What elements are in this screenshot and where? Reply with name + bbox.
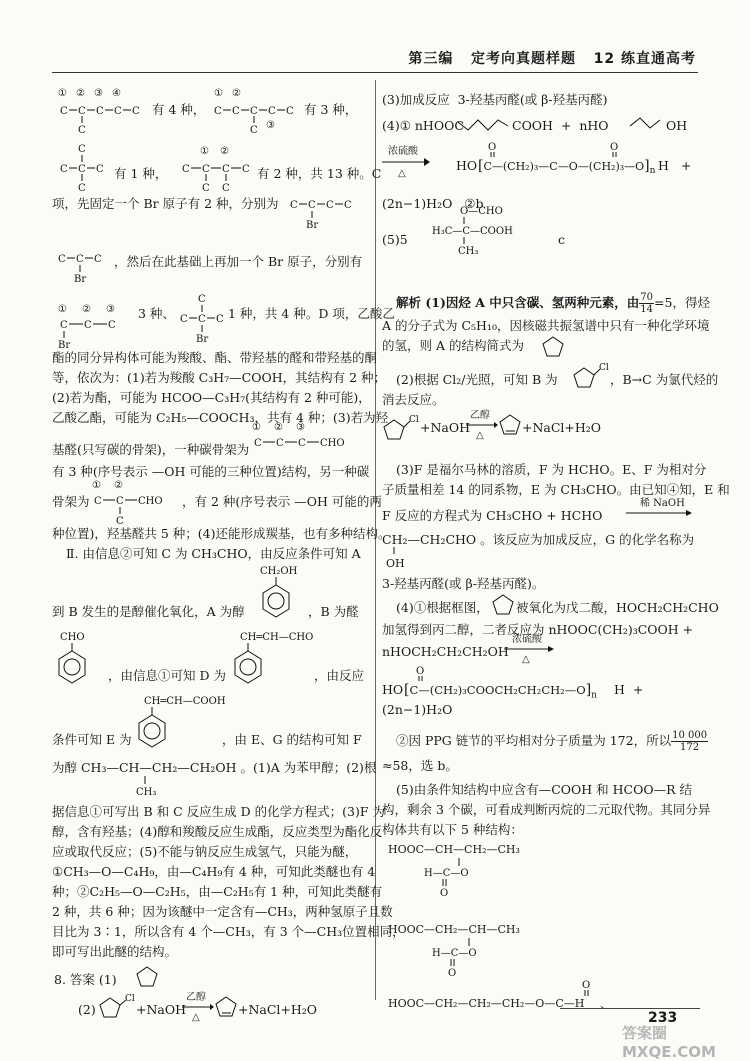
header-rule bbox=[52, 72, 698, 73]
text-span: =5，得烃 bbox=[654, 295, 710, 310]
text-line: 的氢，则 A 的结构简式为 bbox=[382, 338, 524, 353]
benzaldehyde-structure bbox=[56, 630, 106, 692]
svg-text:CHO: CHO bbox=[320, 438, 345, 449]
svg-text:O: O bbox=[448, 968, 457, 979]
condition-text: 乙醇 bbox=[470, 410, 490, 421]
polymer-repeat: C—(CH₂)₃COOCH₂CH₂CH₂—O bbox=[409, 683, 586, 697]
svg-text:①: ① bbox=[214, 88, 223, 99]
text-line: 构，剩余 3 个碳，可看成判断丙烷的二元取代物。其同分异 bbox=[382, 802, 711, 817]
svg-text:C: C bbox=[78, 125, 86, 136]
svg-text:O: O bbox=[416, 666, 425, 677]
text-line: H + bbox=[658, 158, 692, 173]
svg-text:Cl: Cl bbox=[125, 994, 135, 1004]
svg-text:C: C bbox=[84, 320, 92, 331]
svg-text:②: ② bbox=[114, 480, 123, 491]
cyclopentene-icon bbox=[214, 994, 240, 1020]
svg-text:C: C bbox=[78, 164, 86, 175]
text-line: (4)① nHOOC bbox=[382, 118, 464, 133]
text-line: ≈58，选 b。 bbox=[382, 758, 458, 773]
chlorocyclopentane-icon bbox=[382, 412, 422, 442]
text-line: (5)由条件知结构中应含有—COOH 和 HCOO—R 结 bbox=[396, 782, 692, 797]
zigzag-chain-2 bbox=[628, 112, 664, 136]
bromo-skeleton-2 bbox=[52, 248, 116, 292]
svg-text:C: C bbox=[250, 125, 258, 136]
svg-text:②: ② bbox=[274, 422, 283, 433]
svg-text:①: ① bbox=[58, 304, 67, 315]
aldehyde-skeleton-1 bbox=[252, 418, 364, 462]
svg-text:C: C bbox=[216, 314, 224, 325]
text-line: 酯的同分异构体可能为羧酸、酯、带羟基的醛和带羟基的酮 bbox=[52, 350, 378, 365]
skeleton-4-count: 有 2 种，共 13 种。C bbox=[257, 166, 382, 181]
svg-text:CH═CH—COOH: CH═CH—COOH bbox=[144, 696, 226, 707]
text-line: +NaOH bbox=[136, 1002, 187, 1017]
svg-text:C: C bbox=[202, 183, 210, 194]
text-line: 应或取代反应；(5)不能与钠反应生成氢气，只能为醚， bbox=[52, 844, 358, 859]
svg-text:②: ② bbox=[220, 146, 229, 157]
condition-text: △ bbox=[192, 1012, 200, 1023]
svg-text:C: C bbox=[116, 516, 124, 527]
svg-text:Cl: Cl bbox=[409, 415, 419, 425]
chlorocyclopentane-icon bbox=[572, 360, 612, 390]
svg-text:C: C bbox=[96, 106, 104, 117]
svg-text:C: C bbox=[276, 438, 284, 449]
zigzag-chain-1 bbox=[456, 112, 512, 136]
condition-text: △ bbox=[476, 430, 484, 441]
svg-text:C: C bbox=[182, 164, 190, 175]
text-line: (4)①根据框图， bbox=[396, 600, 489, 615]
svg-text:C: C bbox=[78, 183, 86, 194]
svg-text:C: C bbox=[60, 320, 68, 331]
svg-text:C: C bbox=[198, 294, 206, 305]
text-line: 项，先固定一个 Br 原子有 2 种，分别为 bbox=[52, 196, 279, 211]
bromo-skeleton-3 bbox=[56, 300, 142, 354]
text-line: ，由信息①可知 D 为 bbox=[108, 668, 226, 683]
analysis-text: 解析 (1)因烃 A 中只含碳、氢两种元素，由 bbox=[396, 295, 640, 310]
text-line: 等，依次为：(1)若为羧酸 C₃H₇—COOH，其结构有 2 种； bbox=[52, 370, 387, 385]
svg-text:Br: Br bbox=[196, 334, 209, 345]
fraction-den: 172 bbox=[680, 742, 700, 753]
condition-text: 浓硫酸 bbox=[512, 634, 542, 645]
carbon-skeleton-1 bbox=[52, 86, 152, 136]
text-line: 基醛(只写碳的骨架)，一种碳骨架为 bbox=[52, 442, 250, 457]
svg-text:C: C bbox=[60, 106, 68, 117]
carbon-skeleton-2 bbox=[210, 86, 316, 144]
text-line: 子质量相差 14 的同系物，E 为 CH₃CHO。由已知④知，E 和 bbox=[382, 482, 730, 497]
page-footer bbox=[560, 1000, 750, 1061]
ester-acid-structure bbox=[430, 204, 530, 268]
text-line: nHOCH₂CH₂CH₂OH bbox=[382, 644, 509, 659]
text-line: COOH + nHO bbox=[512, 118, 609, 133]
text-line: 种位置)，羟基醛共 5 种；(4)还能形成羰基，也有多种结构。 bbox=[52, 526, 391, 541]
svg-text:C: C bbox=[94, 496, 102, 507]
svg-text:H—C—O: H—C—O bbox=[432, 948, 477, 959]
svg-text:CHO: CHO bbox=[138, 496, 163, 507]
page-number: 233 bbox=[648, 1010, 678, 1026]
text-line: 乙酸乙酯，可能为 C₂H₅—COOCH₃，共有 4 种；(3)若为羟 bbox=[52, 410, 389, 425]
text-line: 到 B 发生的是醇催化氧化，A 为醇 bbox=[52, 604, 245, 619]
svg-text:Cl: Cl bbox=[599, 363, 609, 373]
cyclopentane-icon bbox=[134, 964, 160, 990]
text-line: 3-羟基丙醛(或 β-羟基丙醛)。 bbox=[382, 576, 545, 591]
page-header bbox=[0, 0, 750, 80]
formate-branch-2 bbox=[428, 936, 488, 996]
svg-text:C: C bbox=[308, 200, 316, 211]
svg-text:C: C bbox=[344, 200, 352, 211]
svg-text:O: O bbox=[610, 142, 619, 153]
polymer-repeat: C—(CH₂)₃—C—O—(CH₂)₃—O bbox=[483, 160, 645, 173]
bromo-skeleton-1 bbox=[288, 194, 364, 238]
text-line: 加氢得到丙二醇，二者反应为 nHOOC(CH₂)₃COOH + bbox=[382, 622, 694, 637]
text-line: 有 3 种(序号表示 —OH 可能的三种位置)结构，另一种碳 bbox=[52, 464, 370, 479]
svg-text:①: ① bbox=[252, 422, 261, 433]
text-line: ，B 为醛 bbox=[308, 604, 359, 619]
fraction-num: 10 000 bbox=[672, 730, 708, 741]
svg-text:C: C bbox=[202, 164, 210, 175]
svg-text:Br: Br bbox=[58, 340, 71, 351]
section-title: 第三编 定考向真题样题 12 练直通高考 bbox=[408, 51, 696, 67]
svg-text:①: ① bbox=[200, 146, 209, 157]
svg-text:C: C bbox=[326, 200, 334, 211]
svg-text:CH₂OH: CH₂OH bbox=[260, 566, 298, 577]
text-line: A 的分子式为 C₅H₁₀，因核磁共振氢谱中只有一种化学环境 bbox=[382, 318, 710, 333]
ppg-line bbox=[396, 730, 708, 753]
svg-text:C: C bbox=[58, 254, 66, 265]
svg-text:①: ① bbox=[92, 480, 101, 491]
svg-text:②: ② bbox=[76, 88, 85, 99]
svg-text:Br: Br bbox=[74, 274, 87, 285]
fraction-den: 14 bbox=[640, 304, 654, 315]
reaction-arrow bbox=[626, 510, 692, 516]
text-line: CH₂—CH₂CHO 。该反应为加成反应，G 的化学名称为 bbox=[382, 532, 695, 547]
text-line: 消去反应。 bbox=[382, 392, 445, 407]
skeleton-2-count: 有 3 种， bbox=[304, 102, 358, 117]
text-line: 、 bbox=[600, 996, 613, 1011]
svg-text:CHO: CHO bbox=[60, 632, 85, 643]
text-line: 1 种，共 4 种。D 项，乙酸乙 bbox=[228, 306, 395, 321]
text-line: (2)根据 Cl₂/光照，可知 B 为 bbox=[396, 372, 558, 387]
text-line: ①CH₃—O—C₄H₉，由—C₄H₉有 4 种，可知此类醚也有 4 bbox=[52, 864, 376, 879]
isomer-1: HOOC—CH—CH₂—CH₃ bbox=[388, 843, 520, 856]
isomer-2: HOOC—CH₂—CH—CH₃ bbox=[388, 923, 520, 936]
answer-label: 8. 答案 (1) bbox=[54, 972, 117, 987]
svg-text:③: ③ bbox=[94, 88, 103, 99]
svg-text:C: C bbox=[298, 438, 306, 449]
skeleton-3-count: 有 1 种， bbox=[114, 166, 168, 181]
svg-text:C: C bbox=[78, 144, 86, 155]
text-line: ，由反应 bbox=[314, 668, 365, 683]
analysis-line bbox=[396, 292, 710, 315]
text-line: ，有 2 种(序号表示 —OH 可能的两 bbox=[182, 494, 382, 509]
svg-text:CH₃: CH₃ bbox=[136, 787, 156, 798]
svg-text:C: C bbox=[254, 438, 262, 449]
cyclopentene-icon bbox=[498, 412, 524, 438]
formate-branch-1 bbox=[422, 856, 482, 916]
text-line: 目比为 3∶1，所以含有 4 个—CH₃，有 3 个—CH₃位置相同， bbox=[52, 924, 405, 939]
svg-text:H—C—O: H—C—O bbox=[424, 868, 469, 879]
text-line: 为醇 CH₃—CH—CH₂—CH₂OH 。(1)A 为苯甲醇；(2)根 bbox=[52, 760, 377, 775]
cyclopentane-icon bbox=[490, 592, 516, 618]
condition-text: △ bbox=[398, 168, 406, 179]
text-line: (2)若为酯，可能为 HCOO—C₃H₇(其结构有 2 种可能)， bbox=[52, 390, 371, 405]
text-line: 被氧化为戊二酸，HOCH₂CH₂CHO bbox=[516, 600, 719, 615]
polymer-formula: $[C—(CH_2)_3—C—O—(CH_2)_3—O]_n$ bbox=[478, 158, 656, 177]
svg-text:C: C bbox=[250, 106, 258, 117]
svg-text:C: C bbox=[290, 200, 298, 211]
benzyl-alcohol-structure bbox=[252, 564, 312, 624]
skeleton-1-count: 有 4 种， bbox=[152, 102, 206, 117]
svg-text:CH═CH—CHO: CH═CH—CHO bbox=[240, 632, 314, 643]
svg-text:③: ③ bbox=[296, 422, 305, 433]
text-line: c bbox=[558, 232, 566, 247]
text-line: 即可写出此醚的结构。 bbox=[52, 944, 178, 959]
text-line: OH bbox=[666, 118, 688, 133]
text-line: (2n−1)H₂O ②b bbox=[382, 196, 484, 211]
svg-text:C: C bbox=[114, 106, 122, 117]
fraction-num: 70 bbox=[640, 292, 654, 303]
svg-text:C: C bbox=[268, 106, 276, 117]
chlorocyclopentane-icon bbox=[98, 992, 136, 1020]
text-line: ，B→C 为氯代烃的 bbox=[610, 372, 719, 387]
svg-text:O: O bbox=[582, 980, 591, 991]
text-line: 3 种、 bbox=[138, 306, 175, 321]
svg-text:C: C bbox=[108, 320, 116, 331]
text-line: OH bbox=[386, 557, 405, 570]
fraction bbox=[671, 730, 708, 753]
text-line: Ⅱ. 由信息②可知 C 为 CH₃CHO，由反应条件可知 A bbox=[66, 546, 361, 561]
svg-text:C: C bbox=[198, 314, 206, 325]
text-span: ②因 PPG 链节的平均相对分子质量为 172，所以 bbox=[396, 733, 672, 748]
svg-text:②: ② bbox=[82, 304, 91, 315]
text-line: (2) bbox=[78, 1002, 96, 1017]
svg-text:C: C bbox=[96, 164, 104, 175]
svg-text:①: ① bbox=[58, 88, 67, 99]
text-line: ，由 E、G 的结构可知 F bbox=[222, 732, 362, 747]
text-line: +NaCl+H₂O bbox=[522, 420, 602, 435]
svg-text:O: O bbox=[488, 142, 497, 153]
svg-text:C: C bbox=[94, 254, 102, 265]
footer-rule bbox=[560, 1008, 700, 1009]
condition-text: 乙醇 bbox=[186, 992, 206, 1003]
fraction bbox=[639, 292, 654, 315]
svg-text:C: C bbox=[222, 164, 230, 175]
text-line: (3)F 是福尔马林的溶质，F 为 HCHO。E、F 为相对分 bbox=[396, 462, 707, 477]
svg-text:C: C bbox=[232, 106, 240, 117]
svg-text:④: ④ bbox=[112, 88, 121, 99]
text-line: (3)加成反应 3-羟基丙醛(或 β-羟基丙醛) bbox=[382, 92, 608, 107]
watermark: 答案圈 MXQE.COM bbox=[622, 1024, 716, 1061]
condition-text: 稀 NaOH bbox=[640, 498, 685, 509]
svg-text:③: ③ bbox=[106, 304, 115, 315]
svg-text:Br: Br bbox=[306, 220, 319, 231]
text-line: 条件可知 E 为 bbox=[52, 732, 132, 747]
text-line: 构体共有以下 5 种结构： bbox=[382, 822, 523, 837]
svg-text:C: C bbox=[286, 106, 294, 117]
text-line: 据信息①可写出 B 和 C 反应生成 D 的化学方程式；(3)F 为 bbox=[52, 804, 385, 819]
svg-text:CH₃: CH₃ bbox=[458, 246, 479, 257]
svg-text:C: C bbox=[78, 106, 86, 117]
svg-text:C: C bbox=[60, 164, 68, 175]
svg-text:O—CHO: O—CHO bbox=[460, 206, 503, 217]
text-line: HO bbox=[382, 682, 404, 697]
svg-text:O: O bbox=[440, 888, 449, 899]
condition-text: 浓硫酸 bbox=[388, 146, 418, 157]
text-line: F 反应的方程式为 CH₃CHO + HCHO bbox=[382, 508, 603, 523]
text-line: 种；②C₂H₅—O—C₂H₅，由—C₂H₅有 1 种，可知此类醚有 bbox=[52, 884, 383, 899]
cyclopentane-icon bbox=[540, 334, 566, 360]
text-line: +NaOH bbox=[420, 420, 471, 435]
text-line: (5)5 bbox=[382, 232, 408, 247]
svg-text:C: C bbox=[76, 254, 84, 265]
polymer-formula-2: $[C—(CH_2)_3COOCH_2CH_2CH_2—O]_n$ bbox=[404, 682, 597, 701]
svg-text:C: C bbox=[222, 183, 230, 194]
svg-text:C: C bbox=[214, 106, 222, 117]
text-line: (2n−1)H₂O bbox=[382, 702, 453, 717]
svg-text:H₃C—C—COOH: H₃C—C—COOH bbox=[432, 226, 513, 237]
text-line: +NaCl+H₂O bbox=[238, 1002, 318, 1017]
text-line: ，然后在此基础上再加一个 Br 原子，分别有 bbox=[114, 254, 363, 269]
svg-text:C: C bbox=[242, 164, 250, 175]
text-line: 醇，含有羟基；(4)醇和羧酸反应生成酯，反应类型为酯化反 bbox=[52, 824, 383, 839]
condition-text: △ bbox=[522, 654, 530, 665]
svg-text:C: C bbox=[132, 106, 140, 117]
text-line: H + bbox=[614, 682, 644, 697]
methyl-branch bbox=[136, 774, 156, 798]
svg-text:②: ② bbox=[232, 88, 241, 99]
text-line: 骨架为 bbox=[52, 494, 90, 509]
svg-text:C: C bbox=[116, 496, 124, 507]
text-line: 2 种，共 6 种；因为该醚中一定含有—CH₃，两种氢原子且数 bbox=[52, 904, 393, 919]
text-line: HO bbox=[456, 158, 478, 173]
svg-text:③: ③ bbox=[266, 120, 275, 131]
svg-text:C: C bbox=[180, 314, 188, 325]
isomer-3: HOOC—CH₂—CH₂—CH₂—O—C—H bbox=[388, 997, 585, 1010]
reaction-arrow bbox=[382, 158, 430, 166]
